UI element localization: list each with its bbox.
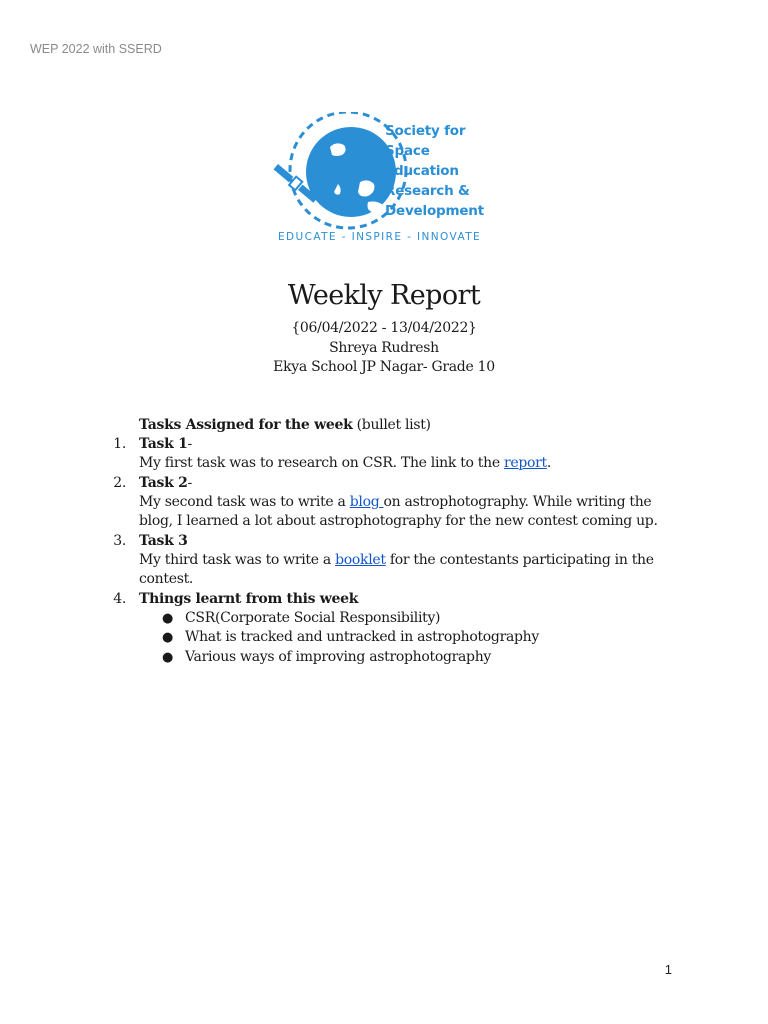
list-item: CSR(Corporate Social Responsibility): [185, 610, 441, 626]
author-name: Shreya Rudresh: [329, 340, 439, 356]
logo-line-1: Society for: [385, 123, 466, 139]
learnings-title: [139, 591, 358, 607]
task-2-title: [139, 475, 192, 491]
task-2-title-bold: Task 2: [139, 475, 188, 491]
task-3-description: [139, 552, 654, 568]
header-note: WEP 2022 with SSERD: [30, 42, 162, 56]
date-range: {06/04/2022 - 13/04/2022}: [291, 320, 477, 336]
task-1-text-end: .: [546, 455, 552, 471]
task-2-description-line-2: blog, I learned a lot about astrophotography for the new contest coming up.: [139, 513, 658, 529]
blog-link[interactable]: blog: [349, 494, 384, 510]
page-number: 1: [664, 962, 672, 977]
task-3-description-line-2: contest.: [139, 571, 194, 587]
task-2-description: [139, 494, 651, 510]
task-2-text-end: on astrophotography. While writing the: [383, 494, 652, 510]
logo-tagline: EDUCATE - INSPIRE - INNOVATE: [278, 231, 482, 243]
logo-line-5: Development: [385, 203, 484, 219]
list-item: Various ways of improving astrophotography: [185, 649, 492, 665]
task-1-title-bold: Task 1: [139, 436, 188, 452]
list-item: What is tracked and untracked in astrophotography: [185, 629, 539, 645]
report-link[interactable]: report: [503, 455, 547, 471]
tasks-heading-bold: Tasks Assigned for the week: [139, 417, 353, 433]
list-number: 3.: [113, 533, 126, 549]
page-title: Weekly Report: [287, 280, 481, 311]
school-grade: Ekya School JP Nagar- Grade 10: [273, 359, 495, 375]
list-number: 4.: [113, 591, 126, 607]
learnings-title-bold: Things learnt from this week: [139, 591, 359, 607]
task-1-text: My first task was to research on CSR. The link to the: [139, 455, 504, 471]
bullet-icon: ●: [162, 630, 174, 645]
task-3-text-end: for the contestants participating in the: [385, 552, 654, 568]
tasks-heading-rest: (bullet list): [352, 417, 431, 433]
logo-line-3: Education: [385, 163, 459, 179]
sserd-logo: [268, 112, 498, 252]
list-number: 2.: [113, 475, 126, 491]
booklet-link[interactable]: booklet: [335, 552, 386, 568]
task-1-description: [139, 455, 551, 471]
logo-line-2: Space: [385, 143, 430, 159]
bullet-icon: ●: [162, 611, 174, 626]
task-2-suffix: -: [187, 475, 192, 491]
task-3-title: [139, 533, 188, 549]
tasks-heading: [139, 417, 431, 433]
task-2-text: My second task was to write a: [139, 494, 350, 510]
task-3-text: My third task was to write a: [139, 552, 336, 568]
task-3-title-bold: Task 3: [139, 533, 188, 549]
bullet-icon: ●: [162, 650, 174, 665]
logo-line-4: Research &: [385, 183, 470, 199]
list-number: 1.: [113, 436, 126, 452]
task-1-suffix: -: [187, 436, 192, 452]
task-1-title: [139, 436, 192, 452]
